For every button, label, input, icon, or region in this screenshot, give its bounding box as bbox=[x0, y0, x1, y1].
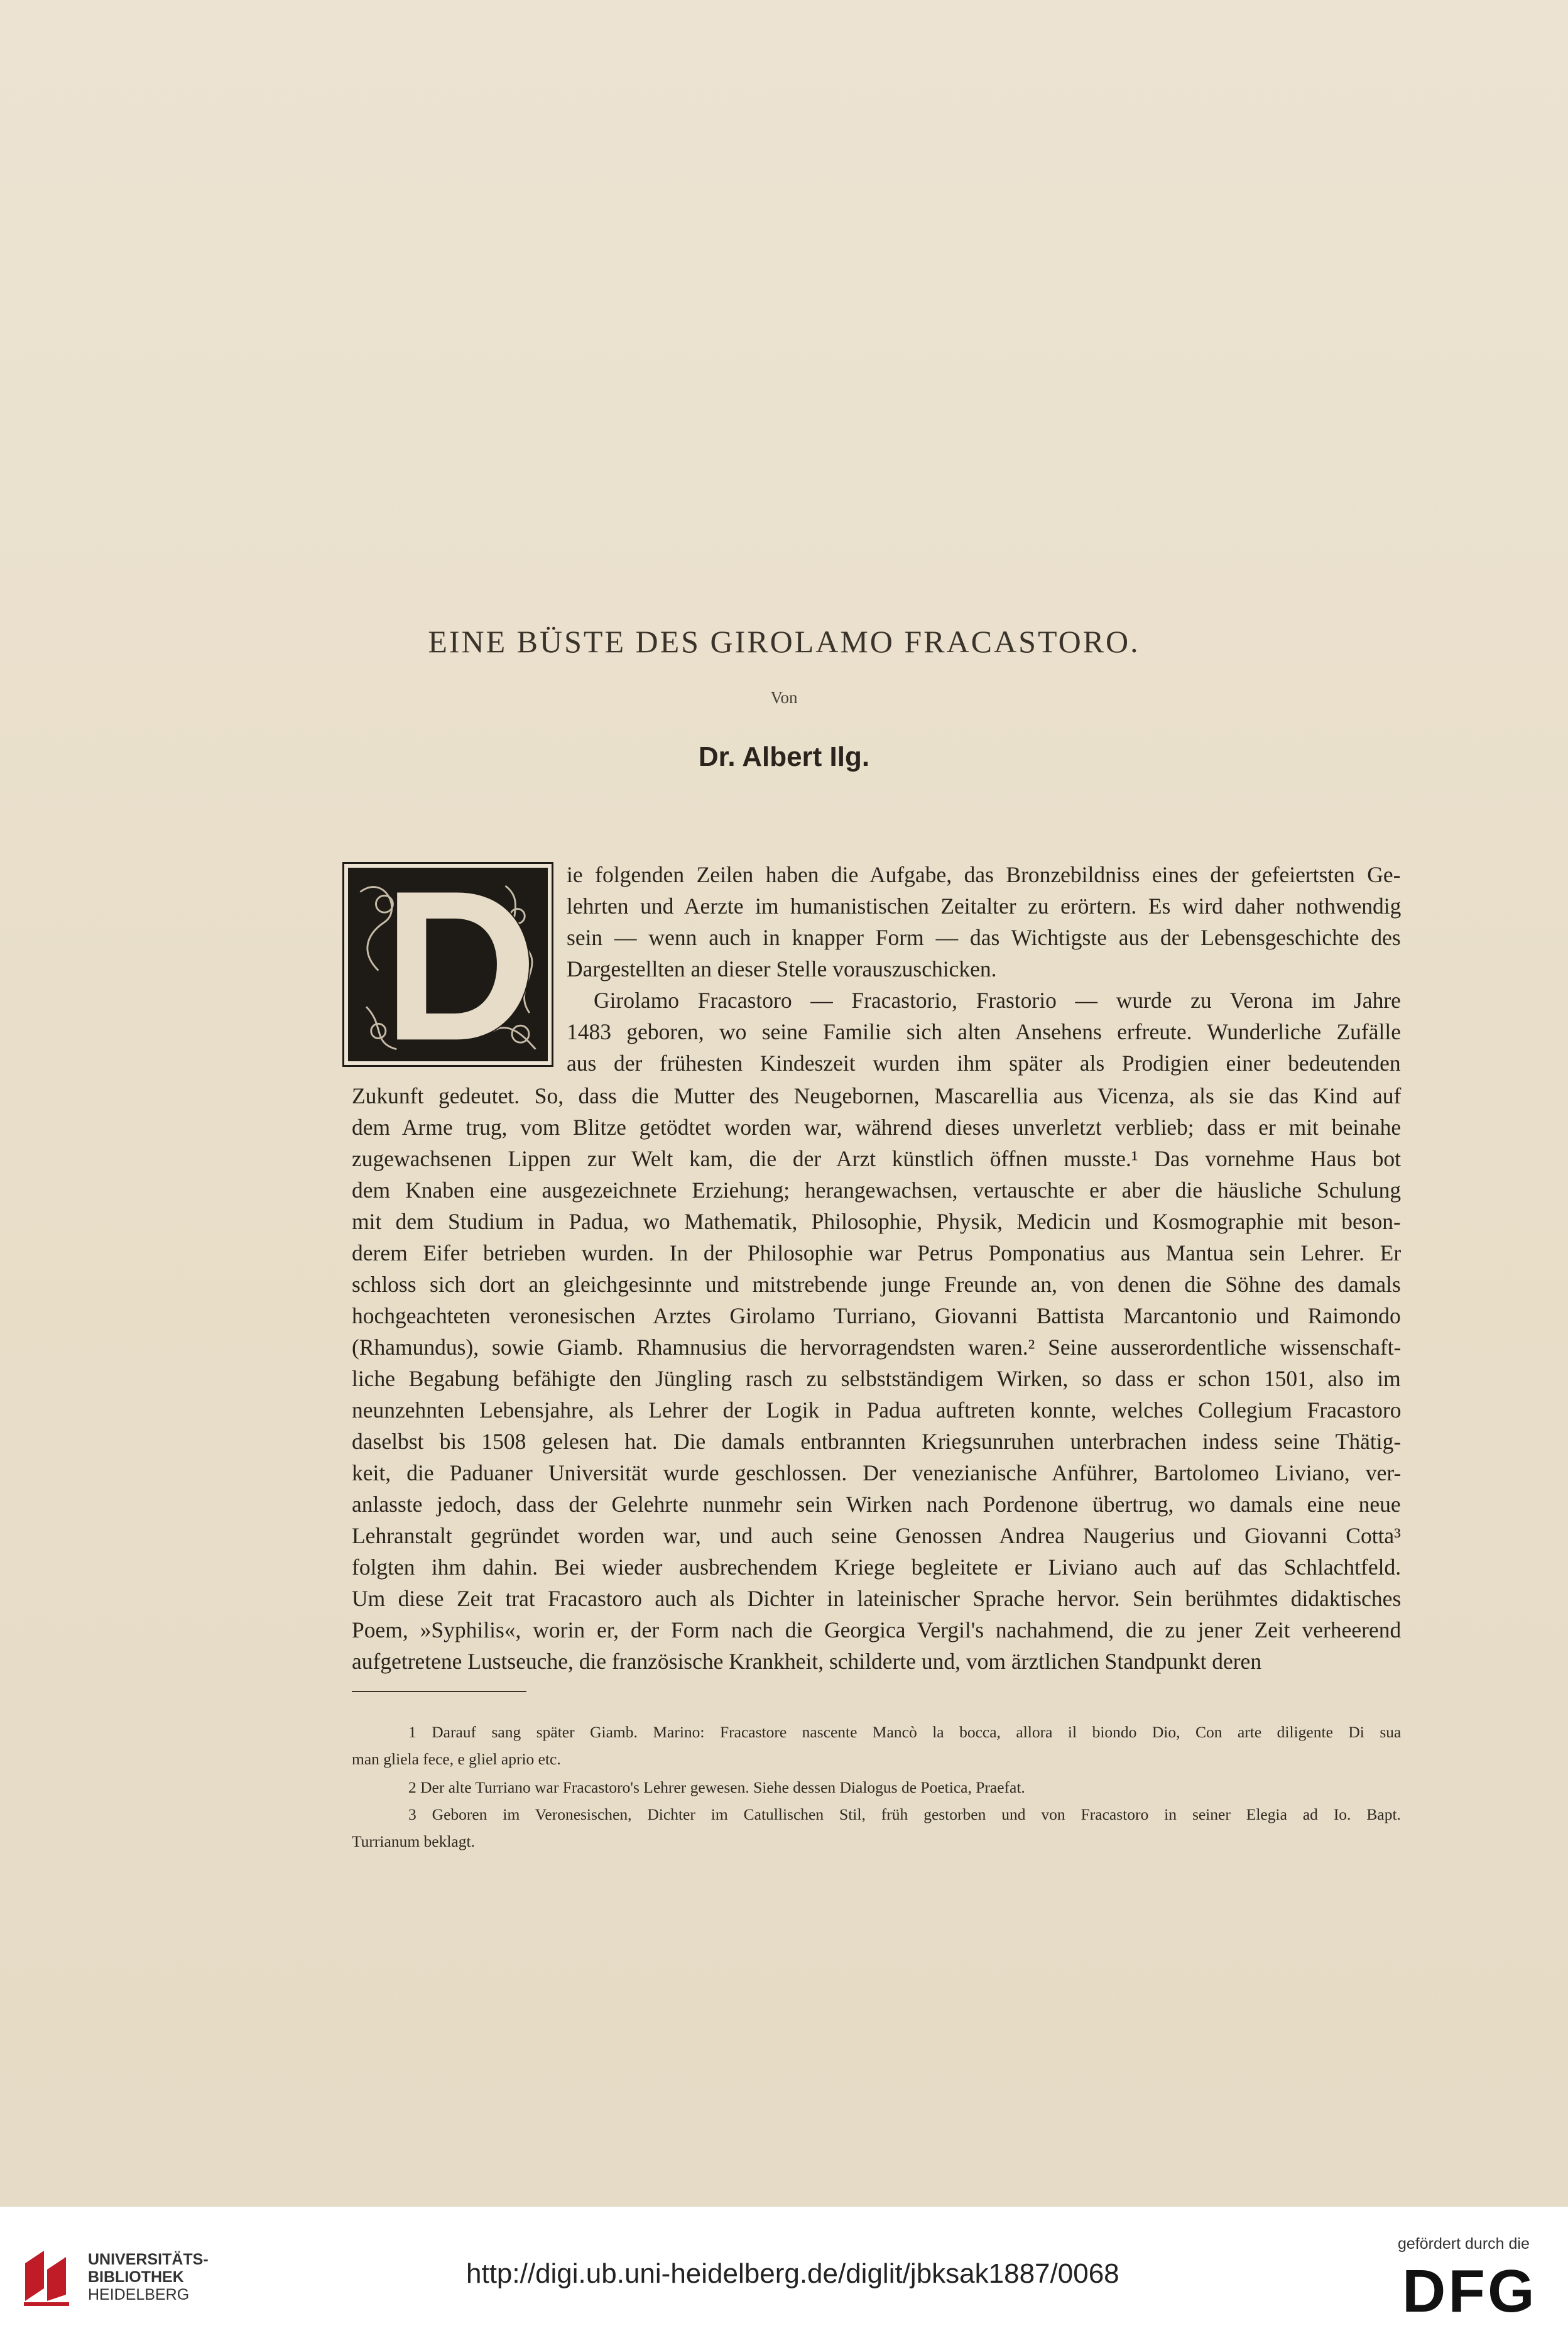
body-line: Um diese Zeit trat Fracastoro auch als Dichter in lateinischer Sprache hervor. Sein berühmtes didaktisches bbox=[352, 1586, 1402, 1611]
author-name: Dr. Albert Ilg. bbox=[698, 741, 870, 772]
funding-label: gefördert durch die bbox=[1398, 2235, 1530, 2253]
body-line: mit dem Studium in Padua, wo Mathematik, Philosophie, Physik, Medicin und Kosmographie mit beson- bbox=[352, 1209, 1401, 1234]
body-line: neunzehnten Lebensjahre, als Lehrer der Logik in Padua auftreten konnte, welches Collegium Fracastoro bbox=[352, 1397, 1402, 1423]
permalink-url[interactable]: http://digi.ub.uni-heidelberg.de/diglit/jbksak1887/0068 bbox=[466, 2258, 1119, 2289]
body-line: Poem, »Syphilis«, worin er, der Form nach die Georgica Vergil's nachahmend, die zu jener Zeit verheerend bbox=[352, 1617, 1402, 1642]
footnote-line: 2 Der alte Turriano war Fracastoro's Lehrer gewesen. Siehe dessen Dialogus de Poetica, Praefat. bbox=[408, 1778, 1025, 1796]
library-name-line: HEIDELBERG bbox=[88, 2286, 190, 2303]
body-line: dem Arme trug, vom Blitze getödtet worden war, während dieses unverletzt verblieb; dass er mit beinahe bbox=[352, 1115, 1402, 1140]
footnote-line: man gliela fece, e gliel aprio etc. bbox=[352, 1750, 561, 1768]
body-line: zugewachsenen Lippen zur Welt kam, die der Arzt künstlich öffnen musste.¹ Das vornehme Haus bot bbox=[352, 1146, 1401, 1171]
byline-von: Von bbox=[770, 688, 798, 707]
body-line: dem Knaben eine ausgezeichnete Erziehung; herangewachsen, vertauschte er aber die häusliche Schulung bbox=[352, 1177, 1402, 1203]
body-line: schloss sich dort an gleichgesinnte und mitstrebende junge Freunde an, von denen die Söhne des damals bbox=[352, 1272, 1401, 1297]
body-line: derem Eifer betrieben wurden. In der Philosophie war Petrus Pomponatius aus Mantua sein Lehrer. Er bbox=[352, 1240, 1402, 1265]
library-name bbox=[88, 2251, 209, 2303]
body-line: folgten ihm dahin. Bei wieder ausbrechendem Kriege begleitete er Liviano auch auf das Schlachtfeld. bbox=[352, 1554, 1402, 1580]
body-line: anlasste jedoch, dass der Gelehrte nunmehr sein Wirken nach Pordenone übertrug, wo damals eine neue bbox=[352, 1492, 1401, 1517]
body-line: ie folgenden Zeilen haben die Aufgabe, das Bronzebildniss eines der gefeiertsten Ge- bbox=[567, 862, 1401, 887]
body-line: sein — wenn auch in knapper Form — das Wichtigste aus der Lebensgeschichte des bbox=[567, 925, 1401, 950]
ornament-initial-icon bbox=[348, 868, 548, 1061]
library-name-line: UNIVERSITÄTS- bbox=[88, 2251, 209, 2268]
body-line: lehrten und Aerzte im humanistischen Zeitalter zu erörtern. Es wird daher nothwendig bbox=[567, 893, 1402, 919]
article-title: EINE BÜSTE DES GIROLAMO FRACASTORO. bbox=[428, 624, 1140, 659]
body-line: Girolamo Fracastoro — Fracastorio, Frastorio — wurde zu Verona im Jahre bbox=[594, 988, 1401, 1013]
footnote-divider bbox=[352, 1691, 526, 1692]
body-line: Dargestellten an dieser Stelle vorauszuschicken. bbox=[567, 956, 997, 981]
body-line: keit, die Paduaner Universität wurde geschlossen. Der venezianische Anführer, Bartolomeo Liviano, ver- bbox=[352, 1460, 1402, 1485]
body-line: daselbst bis 1508 gelesen hat. Die damals entbrannten Kriegsunruhen unterbrachen indess seine Thätig- bbox=[352, 1429, 1402, 1454]
body-line: aus der frühesten Kindeszeit wurden ihm später als Prodigien einer bedeutenden bbox=[567, 1051, 1401, 1076]
decorated-initial-d bbox=[344, 864, 552, 1065]
body-line: 1483 geboren, wo seine Familie sich alten Ansehens erfreute. Wunderliche Zufälle bbox=[567, 1019, 1401, 1044]
university-library-logo-icon bbox=[19, 2244, 79, 2307]
body-line: (Rhamundus), sowie Giamb. Rhamnusius die hervorragendsten waren.² Seine ausserordentliche wissenschaft- bbox=[352, 1335, 1402, 1360]
body-line: aufgetretene Lustseuche, die französische Krankheit, schilderte und, vom ärztlichen Standpunkt deren bbox=[352, 1649, 1262, 1674]
footnote-line: 1 Darauf sang später Giamb. Marino: Fracastore nascente Mancò la bocca, allora il biondo Dio, Con arte diligente Di sua bbox=[408, 1723, 1402, 1741]
body-line: hochgeachteten veronesischen Arztes Girolamo Turriano, Giovanni Battista Marcantonio und Raimondo bbox=[352, 1303, 1401, 1328]
footnote-line: 3 Geboren im Veronesischen, Dichter im Catullischen Stil, früh gestorben und von Fracastoro in seiner Elegia ad Io. Bapt. bbox=[408, 1805, 1401, 1823]
footnote-line: Turrianum beklagt. bbox=[352, 1832, 475, 1850]
body-line: liche Begabung befähigte den Jüngling rasch zu selbstständigem Wirken, so dass er schon 1501, also im bbox=[352, 1366, 1401, 1391]
body-line: Zukunft gedeutet. So, dass die Mutter des Neugebornen, Mascarellia aus Vicenza, als sie das Kind auf bbox=[352, 1083, 1402, 1108]
body-line: Lehranstalt gegründet worden war, und auch seine Genossen Andrea Naugerius und Giovanni Cotta³ bbox=[352, 1523, 1401, 1548]
dfg-logo: DFG bbox=[1402, 2258, 1537, 2325]
library-name-line: BIBLIOTHEK bbox=[88, 2268, 184, 2286]
digitization-footer bbox=[0, 2207, 1568, 2333]
